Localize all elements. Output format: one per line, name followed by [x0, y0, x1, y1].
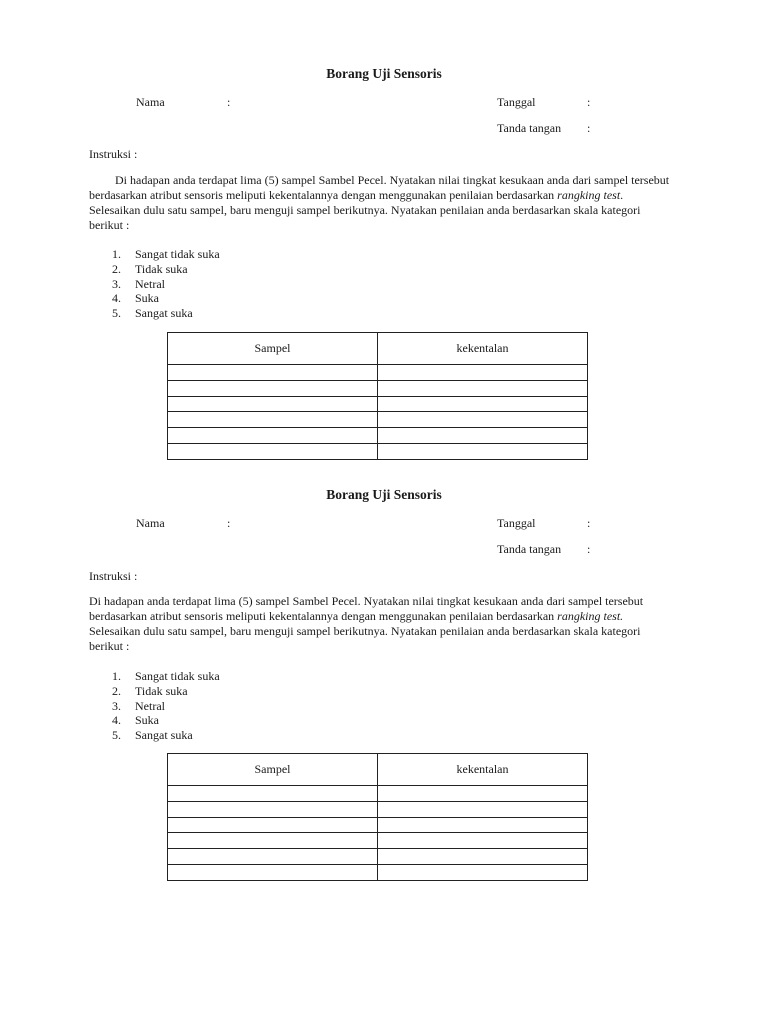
- list-item: 5. Sangat suka: [112, 728, 193, 743]
- table-cell[interactable]: [168, 380, 378, 396]
- table-cell[interactable]: [378, 786, 588, 802]
- list-item: 1. Sangat tidak suka: [112, 669, 220, 683]
- list-item: 2. Tidak suka: [112, 683, 188, 698]
- form-title: Borang Uji Sensoris: [326, 66, 442, 81]
- tanggal-colon: :: [587, 516, 591, 530]
- table-cell[interactable]: [168, 443, 378, 459]
- table-cell[interactable]: [168, 786, 378, 802]
- table-cell[interactable]: [378, 864, 588, 880]
- table-row: [168, 428, 588, 444]
- form-title: Borang Uji Sensoris: [326, 487, 442, 502]
- tanggal-label: Tanggal: [497, 95, 536, 109]
- instruction-italic-term: rangking test.: [557, 609, 624, 623]
- instruksi-heading: Instruksi :: [89, 147, 138, 161]
- category-scale-list: [89, 247, 220, 321]
- list-item: 2. Tidak suka: [112, 261, 188, 276]
- header-sampel: Sampel: [168, 333, 378, 365]
- table-cell[interactable]: [168, 412, 378, 428]
- table-cell[interactable]: [378, 817, 588, 833]
- tanda-tangan-colon: :: [587, 121, 591, 135]
- nama-label: Nama: [136, 516, 165, 530]
- table-cell[interactable]: [378, 801, 588, 817]
- tanda-tangan-colon: :: [587, 542, 591, 556]
- list-item: 4. Suka: [112, 291, 159, 306]
- table-cell[interactable]: [168, 365, 378, 381]
- instruksi-heading: Instruksi :: [89, 569, 138, 583]
- table-row: [168, 396, 588, 412]
- header-kekentalan: kekentalan: [378, 333, 588, 365]
- table-cell[interactable]: [168, 396, 378, 412]
- table-header-row: [168, 754, 588, 786]
- table-cell[interactable]: [378, 443, 588, 459]
- tanda-tangan-label: Tanda tangan: [497, 542, 562, 556]
- tanggal-colon: :: [587, 95, 591, 109]
- table-row: [168, 833, 588, 849]
- table-cell[interactable]: [378, 849, 588, 865]
- table-row: [168, 786, 588, 802]
- table-row: [168, 817, 588, 833]
- table-row: [168, 380, 588, 396]
- table-cell[interactable]: [168, 428, 378, 444]
- list-item: 1. Sangat tidak suka: [112, 247, 220, 261]
- table-row: [168, 412, 588, 428]
- table-cell[interactable]: [168, 817, 378, 833]
- list-item: 3. Netral: [112, 276, 165, 291]
- table-cell[interactable]: [378, 365, 588, 381]
- tanda-tangan-label: Tanda tangan: [497, 121, 562, 135]
- table-cell[interactable]: [168, 801, 378, 817]
- table-cell[interactable]: [378, 396, 588, 412]
- table-header-row: [168, 333, 588, 365]
- list-item: 4. Suka: [112, 713, 159, 728]
- list-item: 5. Sangat suka: [112, 306, 193, 321]
- table-cell[interactable]: [168, 849, 378, 865]
- table-cell[interactable]: [378, 428, 588, 444]
- table-cell[interactable]: [378, 380, 588, 396]
- instruction-paragraph: Di hadapan anda terdapat lima (5) sampel Sambel Pecel. Nyatakan nilai tingkat kesukaan anda dari sampel tersebut berdasarkan atribut sensoris meliputi kekentalannya dengan menggunakan penilaian berdasarkan rangking test. Selesaikan dulu satu sampel, baru menguji sampel berikutnya. Nyatakan penilaian anda berdasarkan skala kategori berikut :: [89, 173, 670, 232]
- table-row: [168, 864, 588, 880]
- table-cell[interactable]: [378, 833, 588, 849]
- nama-colon: :: [227, 516, 231, 530]
- instruction-paragraph: Di hadapan anda terdapat lima (5) sampel Sambel Pecel. Nyatakan nilai tingkat kesukaan anda dari sampel tersebut berdasarkan atribut sensoris meliputi kekentalannya dengan menggunakan penilaian berdasarkan rangking test. Selesaikan dulu satu sampel, baru menguji sampel berikutnya. Nyatakan penilaian anda berdasarkan skala kategori berikut :: [89, 594, 644, 653]
- header-sampel: Sampel: [168, 754, 378, 786]
- table-row: [168, 365, 588, 381]
- instruction-italic-term: rangking test: [557, 188, 621, 202]
- table-cell[interactable]: [378, 412, 588, 428]
- rating-table: [167, 332, 588, 460]
- table-cell[interactable]: [168, 833, 378, 849]
- table-row: [168, 849, 588, 865]
- tanggal-label: Tanggal: [497, 516, 536, 530]
- rating-table: [167, 753, 588, 881]
- table-row: [168, 801, 588, 817]
- table-cell[interactable]: [168, 864, 378, 880]
- nama-colon: :: [227, 95, 231, 109]
- header-kekentalan: kekentalan: [378, 754, 588, 786]
- table-row: [168, 443, 588, 459]
- list-item: 3. Netral: [112, 698, 165, 713]
- nama-label: Nama: [136, 95, 165, 109]
- category-scale-list: [89, 669, 220, 743]
